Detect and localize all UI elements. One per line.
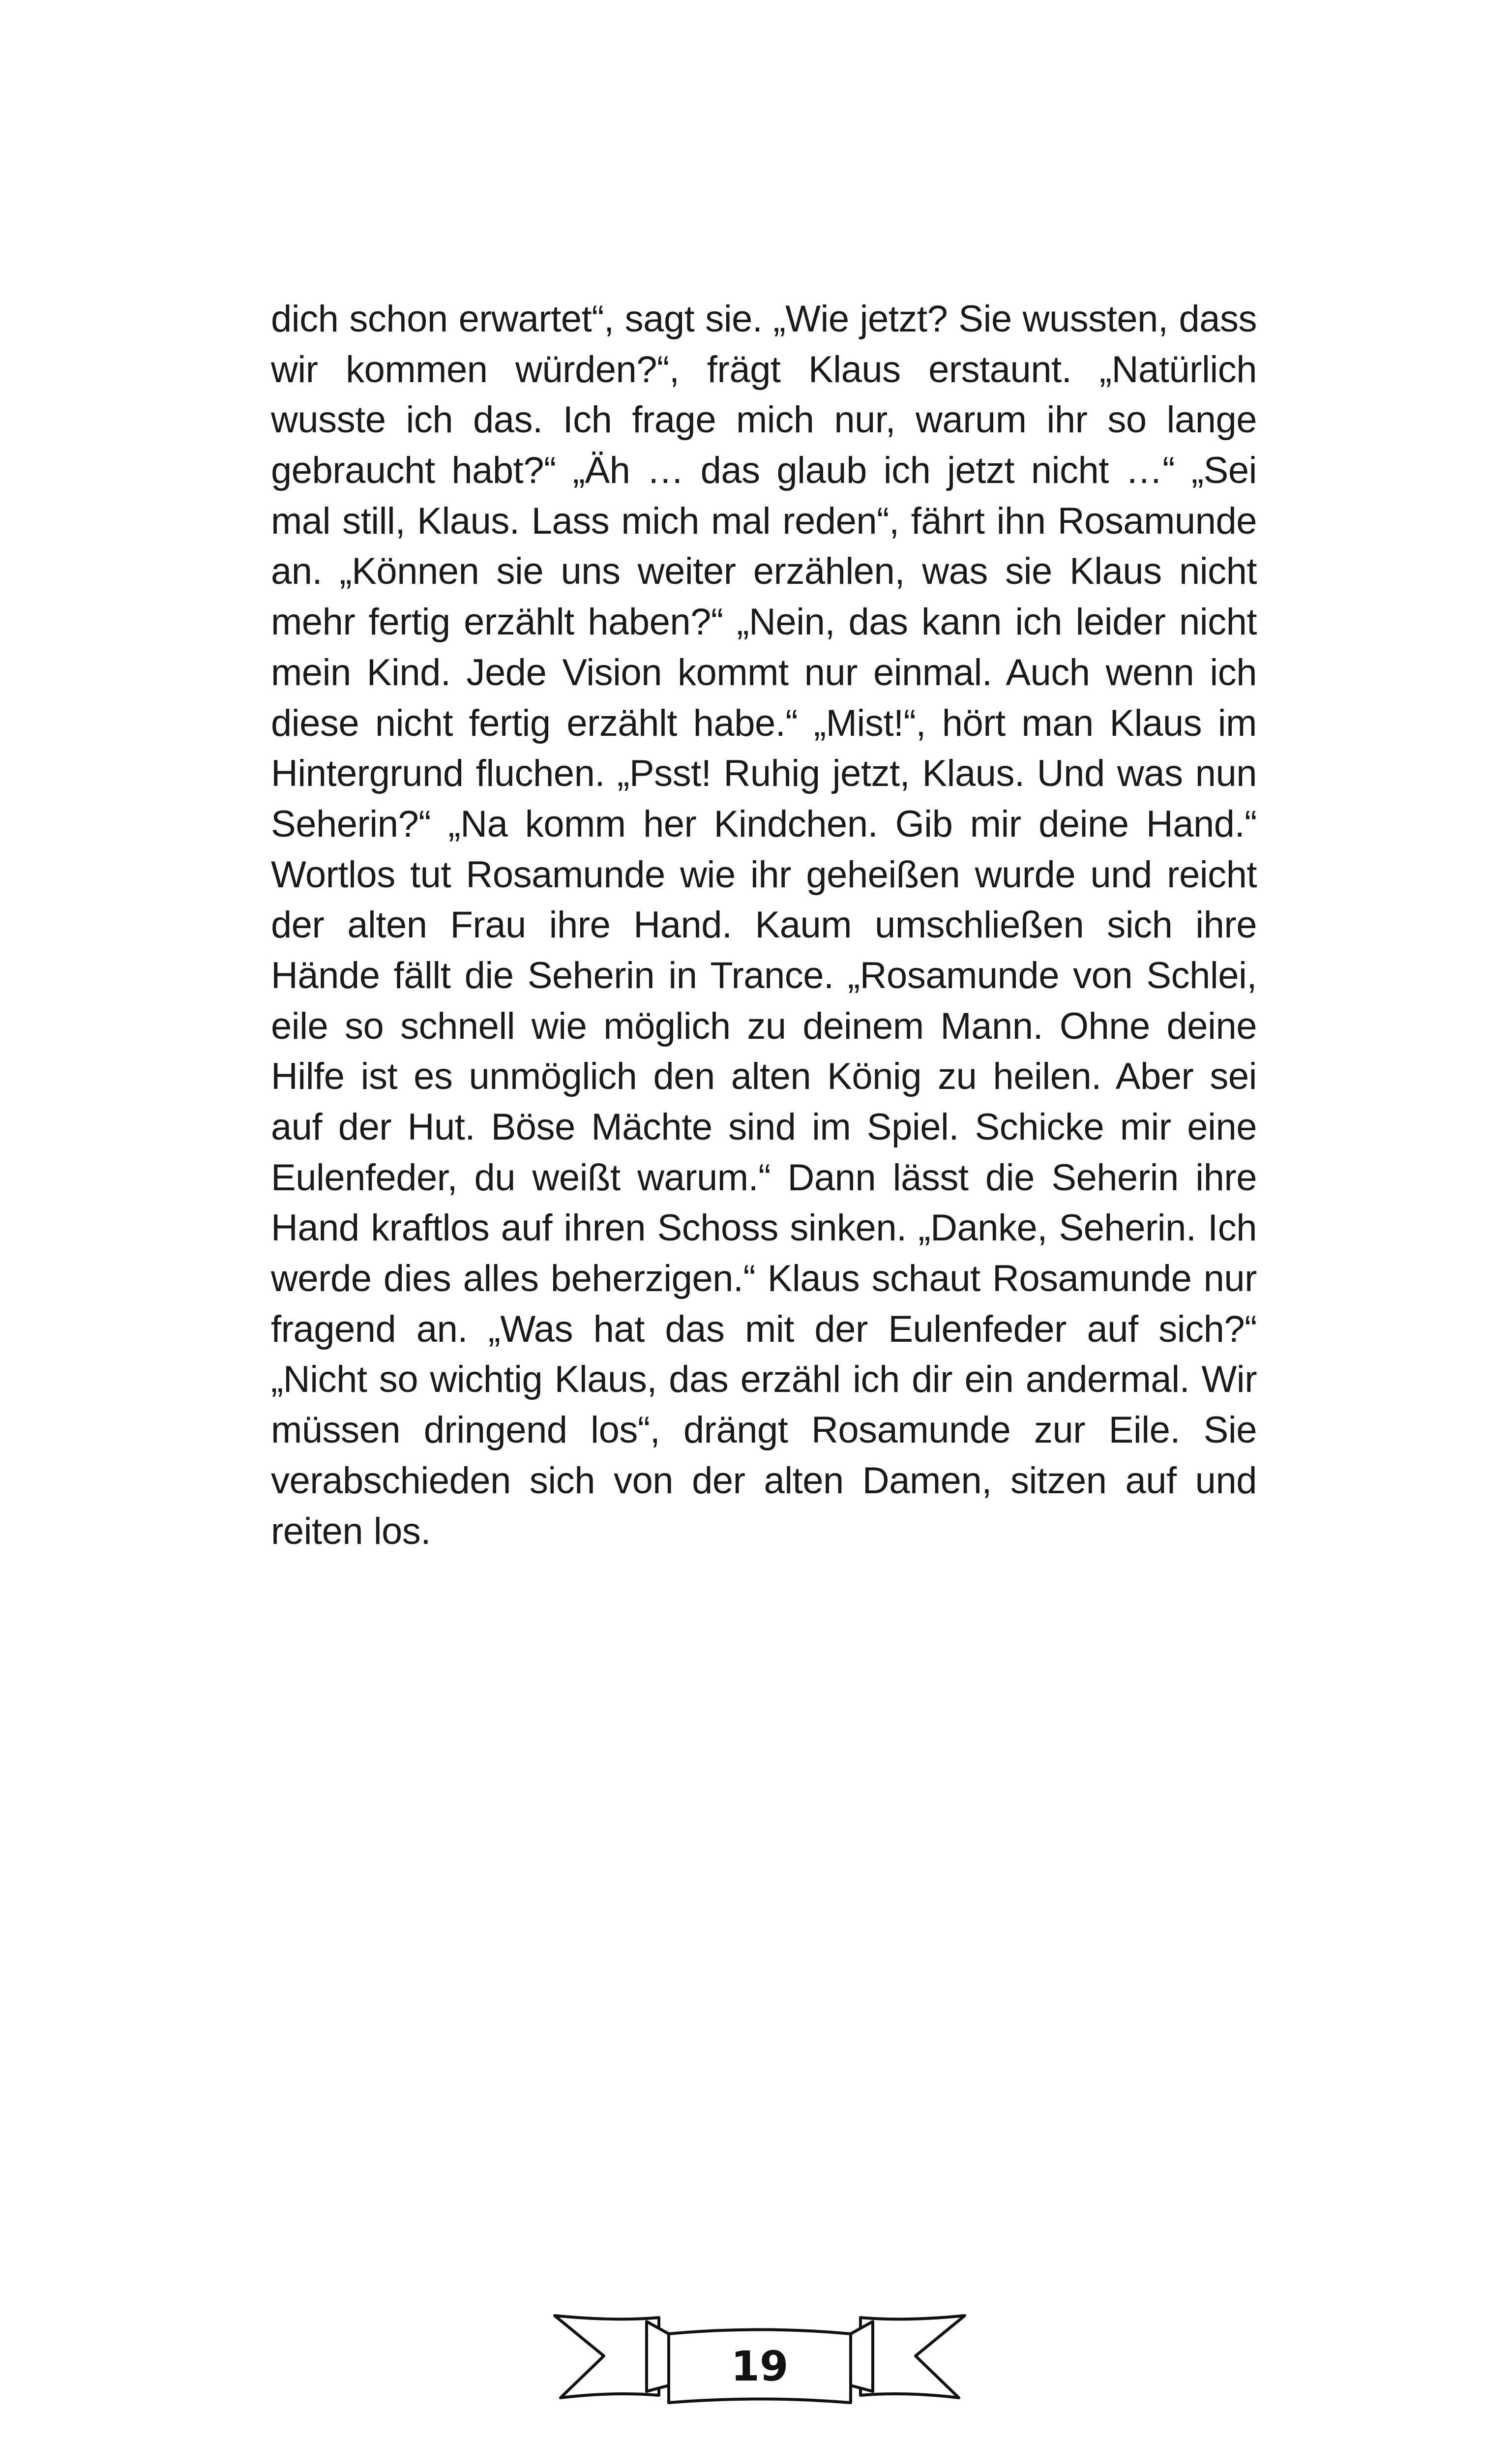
text-line: der alten Frau ihre Hand. Kaum umschließen sich ihre [271,904,1257,946]
left-ribbon-tail [555,2316,659,2398]
text-line: mal still, Klaus. Lass mich mal reden“, fährt ihn Rosamunde [271,500,1257,542]
text-line: mehr fertig erzählt haben?“ „Nein, das kann ich leider nicht [271,601,1257,643]
text-line: auf der Hut. Böse Mächte sind im Spiel. Schicke mir eine [271,1106,1257,1148]
text-line: diese nicht fertig erzählt habe.“ „Mist!“, hört man Klaus im [271,702,1257,744]
text-line: eile so schnell wie möglich zu deinem Mann. Ohne deine [271,1005,1257,1047]
text-line: Wortlos tut Rosamunde wie ihr geheißen wurde und reicht [271,853,1257,896]
body-text [271,294,1257,1557]
text-line: Seherin?“ „Na komm her Kindchen. Gib mir deine Hand.“ [271,803,1257,845]
text-line: mein Kind. Jede Vision kommt nur einmal. Auch wenn ich [271,651,1257,694]
text-line: an. „Können sie uns weiter erzählen, was sie Klaus nicht [271,550,1257,593]
text-line: „Nicht so wichtig Klaus, das erzähl ich dir ein andermal. Wir [271,1358,1257,1401]
text-line: dich schon erwartet“, sagt sie. „Wie jetzt? Sie wussten, dass [271,298,1257,340]
ribbon-banner-icon [546,2287,974,2420]
text-line: Hände fällt die Seherin in Trance. „Rosamunde von Schlei, [271,954,1257,996]
text-line: wir kommen würden?“, frägt Klaus erstaunt. „Natürlich [271,348,1257,391]
text-line: gebraucht habt?“ „Äh … das glaub ich jetzt nicht …“ „Sei [271,450,1257,492]
page-number: 19 [731,2342,789,2390]
page-number-banner [546,2287,974,2420]
text-line: verabschieden sich von der alten Damen, sitzen auf und [271,1459,1257,1502]
text-line: wusste ich das. Ich frage mich nur, warum ihr so lange [271,399,1257,441]
text-line: Eulenfeder, du weißt warum.“ Dann lässt die Seherin ihre [271,1156,1257,1199]
text-line: Hilfe ist es unmöglich den alten König zu heilen. Aber sei [271,1056,1257,1098]
text-line: Hand kraftlos auf ihren Schoss sinken. „Danke, Seherin. Ich [271,1207,1257,1249]
text-line: werde dies alles beherzigen.“ Klaus schaut Rosamunde nur [271,1258,1257,1300]
text-line: Hintergrund fluchen. „Psst! Ruhig jetzt, Klaus. Und was nun [271,753,1257,795]
right-ribbon-fold [851,2322,873,2391]
text-line: müssen dringend los“, drängt Rosamunde zur Eile. Sie [271,1409,1257,1451]
text-line: fragend an. „Was hat das mit der Eulenfeder auf sich?“ [271,1308,1257,1350]
right-ribbon-tail [860,2316,965,2398]
left-ribbon-fold [647,2322,669,2391]
text-line: reiten los. [271,1510,431,1552]
